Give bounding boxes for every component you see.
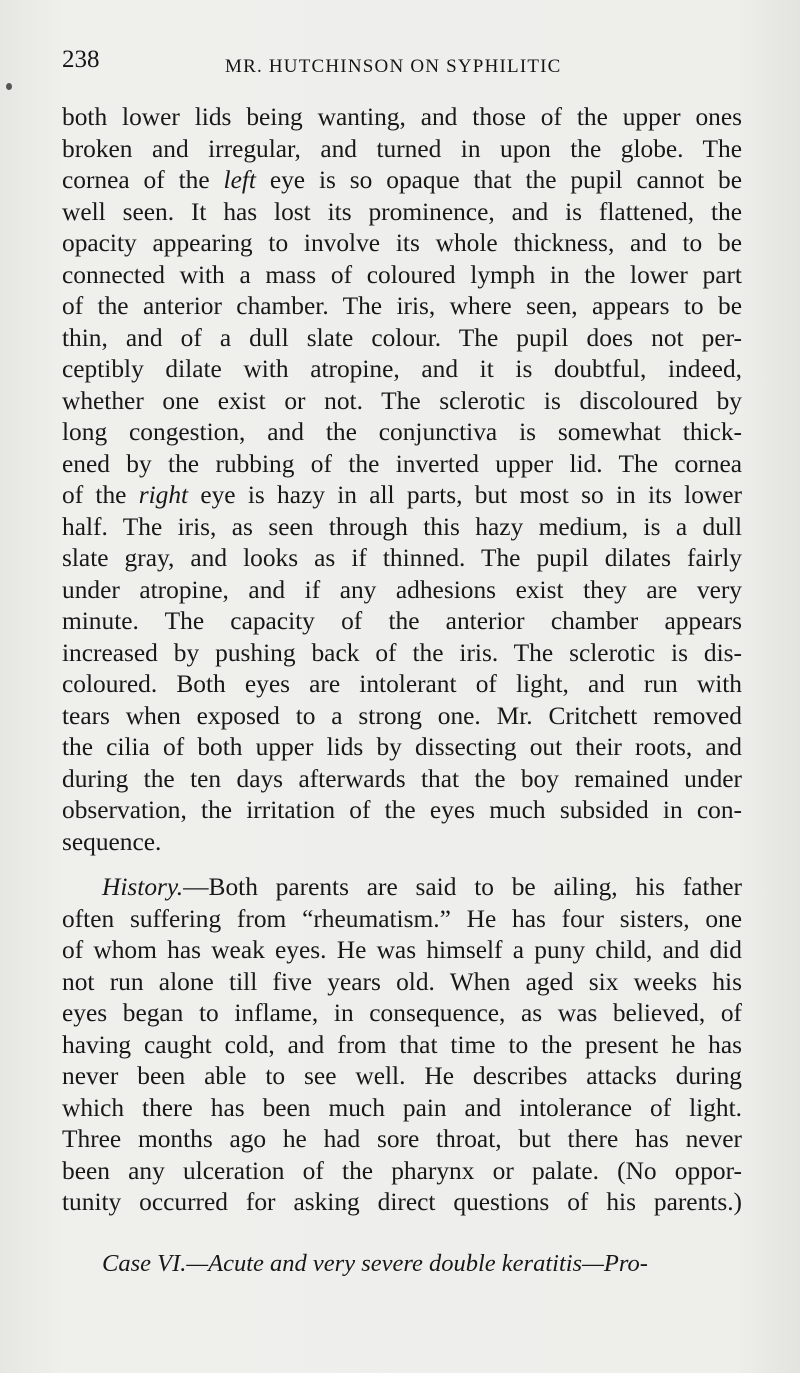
text-line: well seen. It has lost its prominence, and is flattened, the [62,197,742,226]
text-line: minute. The capacity of the anterior chamber appears [62,607,742,635]
text-line: ened by the rubbing of the inverted upper lid. The cornea [62,449,742,478]
text-line: never been able to see well. He describes attacks during [62,1062,742,1090]
text-fragment: —Both parents are said to be ailing, his father [183,873,742,901]
text-line: increased by pushing back of the iris. The sclerotic is dis- [62,638,742,667]
text-line: tears when exposed to a strong one. Mr. Critchett removed [62,701,742,730]
text-line: both lower lids being wanting, and those of the upper ones [62,103,742,131]
case-heading: Case VI.—Acute and very severe double keratitis—Pro- [102,1250,648,1277]
text-line: under atropine, and if any adhesions exist they are very [62,575,742,604]
body-text [62,102,742,1219]
text-line: half. The iris, as seen through this hazy medium, is a dull [62,512,742,541]
text-line [62,480,742,512]
text-fragment: of the [62,481,139,509]
text-line: been any ulceration of the pharynx or palate. (No oppor- [62,1156,742,1185]
text-line: of whom has weak eyes. He was himself a puny child, and did [62,936,742,964]
text-line [62,872,742,904]
text-line: connected with a mass of coloured lymph in the lower part [62,260,742,289]
italic-word-right: right [138,481,189,509]
text-line: broken and irregular, and turned in upon the globe. The [62,134,742,163]
text-fragment: cornea of the [62,166,224,194]
text-line: often suffering from “rheumatism.” He has four sisters, one [62,904,742,933]
text-line: having caught cold, and from that time to the present he has [62,1030,742,1059]
text-line: coloured. Both eyes are intolerant of light, and run with [62,670,742,698]
text-line: Three months ago he had sore throat, but there has never [62,1125,742,1153]
text-line: sequence. [62,827,162,856]
text-line: long congestion, and the conjunctiva is somewhat thick- [62,418,742,446]
text-line: thin, and of a dull slate colour. The pupil does not per- [62,323,742,352]
text-line: ceptibly dilate with atropine, and it is doubtful, indeed, [62,355,742,383]
text-line: not run alone till five years old. When aged six weeks his [62,967,742,996]
text-line: observation, the irritation of the eyes much subsided in con- [62,796,742,824]
text-line: during the ten days afterwards that the boy remained under [62,764,742,793]
text-line: the cilia of both upper lids by dissecting out their roots, and [62,733,742,761]
page-header [62,44,742,84]
text-line: slate gray, and looks as if thinned. The pupil dilates fairly [62,544,742,572]
running-head: MR. HUTCHINSON ON SYPHILITIC [225,56,562,77]
paragraph-gap [62,858,742,872]
text-line [62,165,742,197]
text-line: of the anterior chamber. The iris, where seen, appears to be [62,292,742,320]
text-line: tunity occurred for asking direct questions of his parents.) [62,1188,742,1216]
text-line: opacity appearing to involve its whole thickness, and to be [62,229,742,257]
text-line: which there has been much pain and intolerance of light. [62,1093,742,1122]
italic-word-left: left [223,166,256,194]
text-fragment: eye is hazy in all parts, but most so in its lower [188,481,742,509]
page-number: 238 [62,46,100,73]
text-line: eyes began to inflame, in consequence, as was believed, of [62,999,742,1027]
ink-speck [6,83,12,90]
text-line: whether one exist or not. The sclerotic is discoloured by [62,386,742,415]
paragraph-examination [62,102,742,858]
paragraph-history [62,872,742,1219]
text-fragment: eye is so opaque that the pupil cannot be [255,166,742,194]
history-label: History. [102,873,184,901]
